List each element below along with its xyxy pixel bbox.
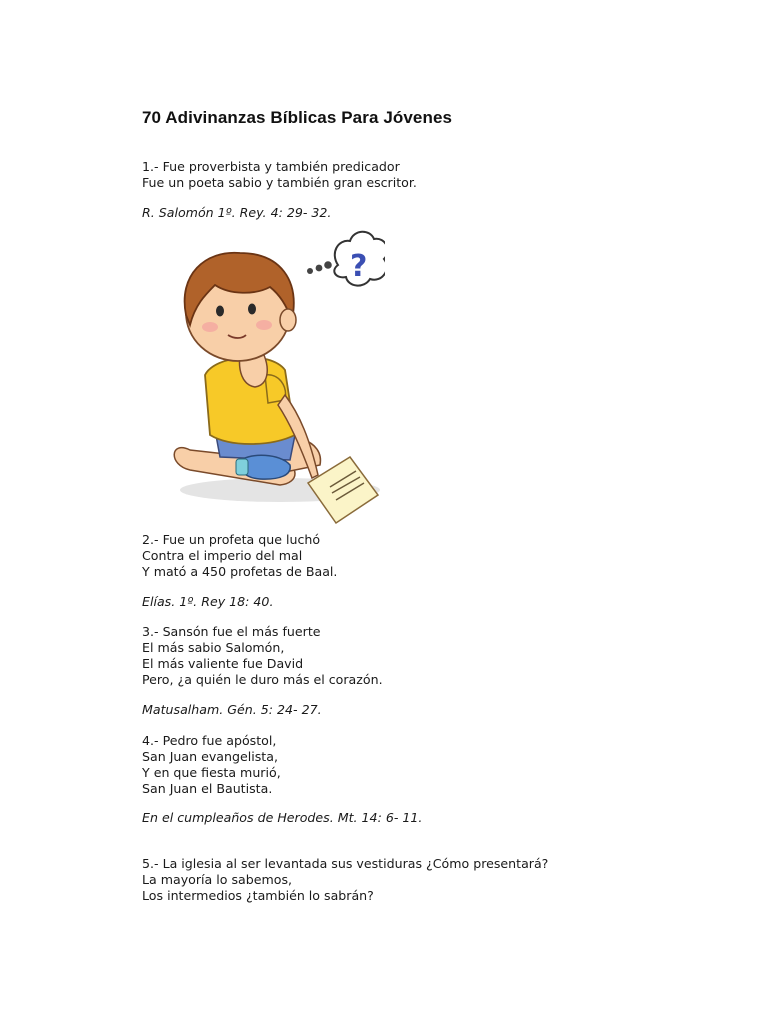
- paper-icon: [308, 457, 378, 523]
- riddle-line: 1.- Fue proverbista y también predicador: [142, 159, 400, 174]
- riddle-3-answer: Matusalham. Gén. 5: 24- 27.: [142, 702, 322, 717]
- riddle-line: El más sabio Salomón,: [142, 640, 285, 655]
- page-title: 70 Adivinanzas Bíblicas Para Jóvenes: [142, 108, 453, 127]
- riddle-line: 3.- Sansón fue el más fuerte: [142, 624, 321, 639]
- thought-bubble-icon: [307, 232, 385, 286]
- riddle-line: 4.- Pedro fue apóstol,: [142, 733, 277, 748]
- riddle-line: Los intermedios ¿también lo sabrán?: [142, 888, 374, 903]
- riddle-line: Y en que fiesta murió,: [142, 765, 281, 780]
- riddle-4: [142, 733, 281, 797]
- riddle-line: Y mató a 450 profetas de Baal.: [142, 564, 338, 579]
- riddle-line: La mayoría lo sabemos,: [142, 872, 293, 887]
- riddle-line: Contra el imperio del mal: [142, 548, 303, 563]
- riddle-1-answer: R. Salomón 1º. Rey. 4: 29- 32.: [142, 205, 332, 220]
- riddle-1: [142, 159, 417, 191]
- riddle-2-answer: Elías. 1º. Rey 18: 40.: [142, 594, 274, 609]
- riddle-line: 5.- La iglesia al ser levantada sus vestiduras ¿Cómo presentará?: [142, 856, 549, 871]
- riddle-line: San Juan el Bautista.: [142, 781, 273, 796]
- riddle-line: Fue un poeta sabio y también gran escritor.: [142, 175, 417, 190]
- riddle-line: Pero, ¿a quién le duro más el corazón.: [142, 672, 383, 687]
- riddle-line: San Juan evangelista,: [142, 749, 278, 764]
- riddle-line: 2.- Fue un profeta que luchó: [142, 532, 321, 547]
- riddle-line: El más valiente fue David: [142, 656, 304, 671]
- riddle-5: [142, 856, 548, 904]
- question-mark-icon: ?: [350, 249, 368, 284]
- riddle-2: [142, 532, 337, 580]
- riddle-4-answer: En el cumpleaños de Herodes. Mt. 14: 6- 11.: [142, 810, 423, 825]
- thinking-child-illustration: [160, 225, 385, 530]
- riddle-3: [142, 624, 383, 688]
